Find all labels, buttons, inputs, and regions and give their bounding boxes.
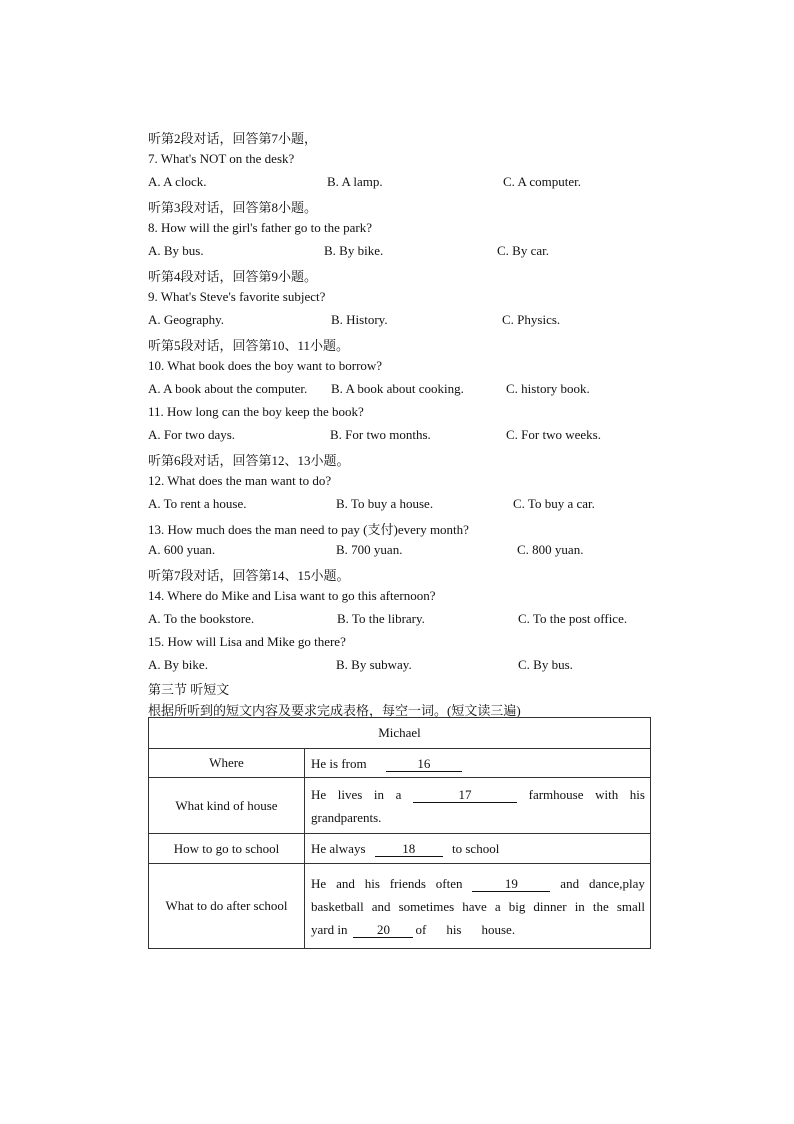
info-table — [148, 717, 651, 949]
row-label: How to go to school — [149, 834, 305, 864]
q15-option-a[interactable]: A. By bike. — [148, 657, 208, 672]
section-instruction: 听第6段对话，回答第12、13小题。 — [148, 453, 350, 468]
row-value — [305, 864, 651, 949]
value-text: He always — [311, 841, 366, 856]
value-text: with — [595, 786, 619, 802]
table-row — [149, 864, 651, 949]
q15-option-b[interactable]: B. By subway. — [336, 657, 412, 672]
question-9: 9. What's Steve's favorite subject? — [148, 289, 326, 304]
question-11: 11. How long can the boy keep the book? — [148, 404, 364, 419]
question-15: 15. How will Lisa and Mike go there? — [148, 634, 346, 649]
q12-option-b[interactable]: B. To buy a house. — [336, 496, 434, 511]
blank-18[interactable]: 18 — [375, 842, 443, 857]
value-text: dance,play — [588, 875, 645, 891]
value-text: his — [446, 921, 462, 937]
q7-option-a[interactable]: A. A clock. — [148, 174, 207, 189]
question-8: 8. How will the girl's father go to the park? — [148, 220, 373, 235]
table-row — [149, 778, 651, 834]
q8-option-a[interactable]: A. By bus. — [148, 243, 204, 258]
q12-option-a[interactable]: A. To rent a house. — [148, 496, 247, 511]
q10-option-b[interactable]: B. A book about cooking. — [331, 381, 464, 396]
question-10: 10. What book does the boy want to borrow? — [148, 358, 383, 373]
row-value — [305, 778, 651, 834]
blank-20[interactable]: 20 — [353, 923, 413, 938]
q9-option-b[interactable]: B. History. — [331, 312, 388, 327]
part-instruction: 根据所听到的短文内容及要求完成表格，每空一词。(短文读三遍) — [148, 703, 521, 718]
section-instruction: 听第7段对话，回答第14、15小题。 — [148, 568, 350, 583]
value-text: He is from — [311, 755, 367, 771]
q12-option-c[interactable]: C. To buy a car. — [513, 496, 595, 511]
section-instruction: 听第4段对话，回答第9小题。 — [148, 269, 318, 284]
table-row — [149, 749, 651, 778]
part-title: 第三节 听短文 — [148, 682, 230, 697]
value-text: house. — [481, 921, 516, 937]
blank-17[interactable]: 17 — [413, 788, 517, 803]
row-label: What to do after school — [149, 864, 305, 949]
question-13: 13. How much does the man need to pay (支付)every month? — [148, 522, 469, 537]
value-text: basketball and sometimes have a big dinner in the small — [311, 898, 645, 914]
row-label: Where — [149, 749, 305, 778]
q14-option-c[interactable]: C. To the post office. — [518, 611, 628, 626]
row-value — [305, 834, 651, 864]
value-text: and — [336, 875, 355, 891]
q8-option-b[interactable]: B. By bike. — [324, 243, 384, 258]
value-text: lives — [337, 786, 363, 802]
q11-option-c[interactable]: C. For two weeks. — [506, 427, 601, 442]
q7-option-c[interactable]: C. A computer. — [503, 174, 581, 189]
section-instruction: 听第3段对话，回答第8小题。 — [148, 200, 318, 215]
q13-option-b[interactable]: B. 700 yuan. — [336, 542, 403, 557]
q10-option-a[interactable]: A. A book about the computer. — [148, 381, 308, 396]
q14-option-a[interactable]: A. To the bookstore. — [148, 611, 255, 626]
blank-19[interactable]: 19 — [472, 877, 550, 892]
q13-option-c[interactable]: C. 800 yuan. — [517, 542, 584, 557]
value-text: his — [364, 875, 380, 891]
q10-option-c[interactable]: C. history book. — [506, 381, 590, 396]
value-text: friends — [389, 875, 426, 891]
q9-option-c[interactable]: C. Physics. — [502, 312, 561, 327]
value-text: He — [311, 786, 327, 802]
value-text: often — [435, 875, 463, 891]
section-instruction: 听第5段对话，回答第10、11小题。 — [148, 338, 350, 353]
question-7: 7. What's NOT on the desk? — [148, 151, 295, 166]
question-12: 12. What does the man want to do? — [148, 473, 332, 488]
value-text: grandparents. — [311, 809, 382, 825]
q14-option-b[interactable]: B. To the library. — [337, 611, 425, 626]
q7-option-b[interactable]: B. A lamp. — [327, 174, 383, 189]
q8-option-c[interactable]: C. By car. — [497, 243, 549, 258]
value-text: He — [311, 875, 327, 891]
q11-option-a[interactable]: A. For two days. — [148, 427, 236, 442]
value-text: in — [373, 786, 385, 802]
q9-option-a[interactable]: A. Geography. — [148, 312, 225, 327]
q11-option-b[interactable]: B. For two months. — [330, 427, 431, 442]
table-title: Michael — [149, 718, 651, 749]
blank-16[interactable]: 16 — [386, 757, 462, 772]
row-label: What kind of house — [149, 778, 305, 834]
value-text: a — [395, 786, 402, 802]
value-text: and — [560, 875, 580, 891]
value-text: of — [415, 921, 427, 937]
value-text: to school — [452, 841, 500, 856]
q13-option-a[interactable]: A. 600 yuan. — [148, 542, 216, 557]
q15-option-c[interactable]: C. By bus. — [518, 657, 573, 672]
question-14: 14. Where do Mike and Lisa want to go this afternoon? — [148, 588, 436, 603]
table-row — [149, 834, 651, 864]
value-text: yard in — [311, 921, 348, 937]
value-text: his — [629, 786, 645, 802]
section-instruction: 听第2段对话，回答第7小题， — [148, 131, 318, 146]
row-value — [305, 749, 651, 778]
value-text: farmhouse — [528, 786, 584, 802]
